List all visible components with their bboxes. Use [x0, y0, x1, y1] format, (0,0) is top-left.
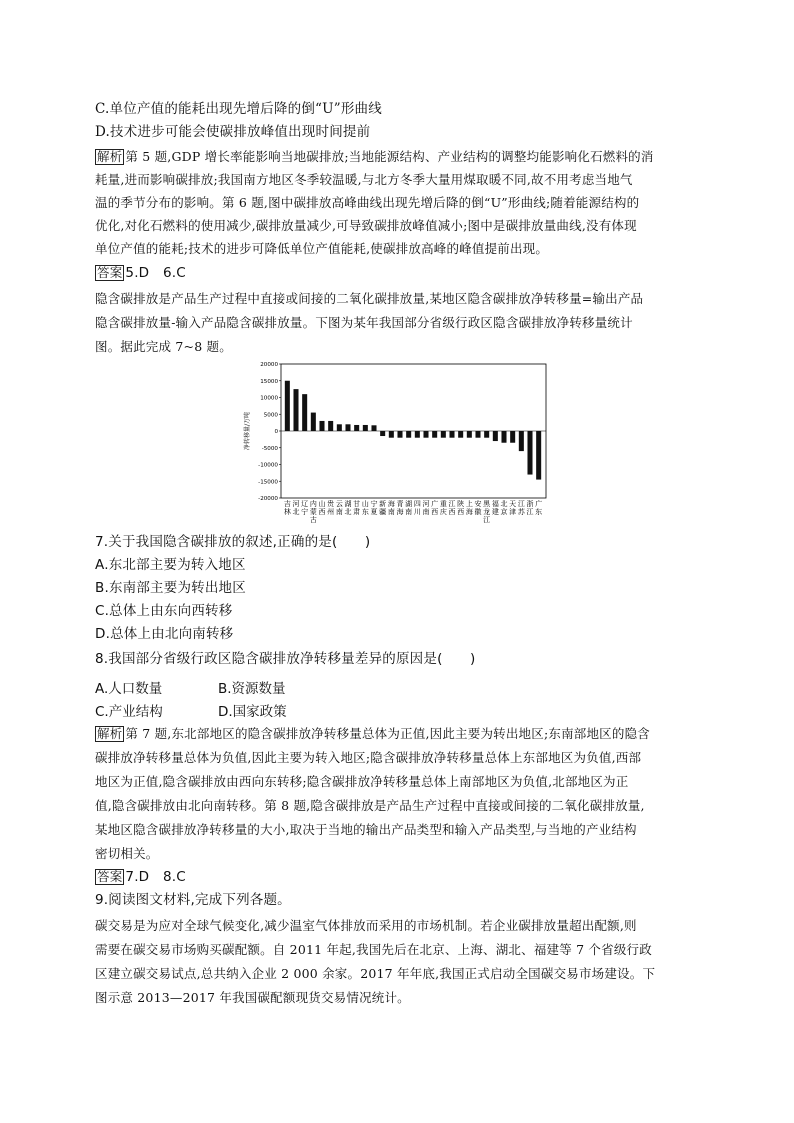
x-category-label: 肃 [353, 508, 361, 516]
x-category-label: 徽 [474, 508, 482, 516]
x-category-label: 内 [309, 500, 317, 508]
bar-青海 [397, 431, 402, 438]
x-category-label: 川 [413, 508, 421, 516]
x-category-label: 辽 [301, 500, 309, 508]
x-category-label: 南 [335, 508, 343, 516]
x-category-label: 湖 [344, 500, 352, 508]
answer-5-6: 答案 5.D 6.C [97, 265, 186, 281]
y-tick-label: -15000 [258, 479, 278, 486]
bar-江苏 [519, 431, 524, 451]
bar-黑龙江 [484, 431, 489, 438]
x-category-label: 庆 [439, 508, 447, 516]
bar-内蒙古 [311, 413, 316, 431]
q9-material-line: 图示意 2013—2017 年我国碳配额现货交易情况统计。 [95, 990, 410, 1005]
x-category-label: 古 [309, 516, 317, 524]
bar-广东 [536, 431, 541, 480]
q7-option-a: A.东北部主要为转入地区 [95, 557, 246, 573]
x-category-label: 北 [292, 508, 300, 516]
x-category-label: 江 [517, 500, 525, 508]
bar-甘肃 [354, 425, 359, 431]
x-category-label: 东 [361, 508, 369, 516]
x-category-label: 建 [491, 508, 499, 516]
analysis-7-8-line: 某地区隐含碳排放净转移量的大小,取决于当地的输出产品类型和输入产品类型,与当地的产业结构 [95, 822, 637, 837]
answer-tag: 答案 [97, 265, 123, 280]
q9-material-line: 需要在碳交易市场购买碳配额。自 2011 年起,我国先后在北京、上海、湖北、福建等 7 个省级行政 [95, 942, 652, 957]
analysis-tag: 解析 [97, 149, 123, 164]
answer-7-8: 答案 7.D 8.C [97, 869, 186, 885]
x-category-label: 广 [535, 500, 543, 508]
bar-山西 [319, 421, 324, 431]
x-category-label: 河 [422, 500, 430, 508]
x-category-label: 河 [292, 500, 300, 508]
q7-stem: 7.关于我国隐含碳排放的叙述,正确的是( ) [95, 534, 371, 550]
x-category-label: 江 [448, 500, 456, 508]
carbon-transfer-bar-chart [240, 362, 560, 532]
answer-tag: 答案 [97, 869, 123, 884]
analysis-7-8-line: 解析 第 7 题,东北部地区的隐含碳排放净转移量总体为正值,因此主要为转出地区;东南部地区的隐含 [97, 726, 650, 741]
bar-吉林 [285, 381, 290, 431]
q6-option-d: D.技术进步可能会使碳排放峰值出现时间提前 [95, 124, 371, 140]
x-category-label: 山 [318, 500, 326, 508]
x-category-label: 四 [413, 500, 421, 508]
q6-option-c: C.单位产值的能耗出现先增后降的倒“U”形曲线 [95, 101, 382, 117]
y-tick-label: 20000 [260, 362, 278, 368]
x-category-label: 京 [500, 508, 508, 516]
bar-上海 [467, 431, 472, 438]
x-category-label: 津 [509, 508, 517, 516]
bar-湖北 [345, 424, 350, 431]
y-axis-label: 净转移量/万吨 [244, 411, 251, 451]
analysis-5-6-line: 解析 第 5 题,GDP 增长率能影响当地碳排放;当地能源结构、产业结构的调整均能影响化石燃料的消 [97, 149, 654, 164]
y-tick-label: -10000 [258, 462, 278, 469]
q8-option-c: C.产业结构 [95, 704, 163, 720]
q9-material-line: 碳交易是为应对全球气候变化,减少温室气体排放而采用的市场机制。若企业碳排放量超出配额,则 [95, 918, 637, 933]
intro-7-8-line: 图。据此完成 7~8 题。 [95, 339, 232, 354]
analysis-tag: 解析 [97, 726, 123, 741]
intro-7-8-line: 隐含碳排放量-输入产品隐含碳排放量。下图为某年我国部分省级行政区隐含碳排放净转移量统计 [95, 315, 633, 330]
x-category-label: 湖 [405, 500, 413, 508]
x-category-label: 林 [283, 508, 291, 516]
bars [285, 381, 541, 480]
bar-福建 [493, 431, 498, 441]
analysis-7-8-line: 地区为正值,隐含碳排放由西向东转移;隐含碳排放净转移量总体上南部地区为负值,北部地区为正 [95, 774, 629, 789]
x-category-label: 西 [431, 508, 439, 516]
x-category-label: 西 [318, 508, 326, 516]
x-category-label: 广 [431, 500, 439, 508]
bar-辽宁 [302, 394, 307, 431]
x-category-label: 蒙 [309, 508, 317, 516]
x-category-label: 天 [509, 500, 517, 508]
bar-河南 [423, 431, 428, 438]
x-category-labels [284, 499, 542, 524]
x-category-label: 南 [387, 508, 395, 516]
q7-option-d: D.总体上由北向南转移 [95, 626, 234, 642]
analysis-7-8-line: 碳排放净转移量总体为负值,因此主要为转入地区;隐含碳排放净转移量总体上东部地区为负值,西部 [95, 750, 642, 765]
bar-新疆 [380, 431, 385, 436]
analysis-5-6-line: 优化,对化石燃料的使用减少,碳排放量减少,可导致碳排放峰值减小;图中是碳排放量曲线,没有体现 [95, 218, 637, 233]
x-category-label: 山 [361, 500, 369, 508]
x-category-label: 甘 [353, 500, 361, 508]
x-category-label: 浙 [526, 500, 534, 508]
q9-material-line: 区建立碳交易试点,总共纳入企业 2 000 余家。2017 年年底,我国正式启动全国碳交易市场建设。下 [95, 966, 656, 981]
y-tick-label: 15000 [260, 378, 278, 385]
bar-江西 [449, 431, 454, 438]
bar-重庆 [441, 431, 446, 438]
x-category-label: 安 [474, 500, 482, 508]
bar-四川 [415, 431, 420, 438]
q8-option-b: B.资源数量 [218, 681, 286, 697]
x-category-label: 西 [457, 508, 465, 516]
x-category-label: 陕 [457, 500, 465, 508]
bar-海南 [389, 431, 394, 438]
y-tick-label: 10000 [260, 395, 278, 402]
x-category-label: 西 [448, 508, 456, 516]
x-category-label: 青 [396, 500, 404, 508]
q8-option-d: D.国家政策 [218, 704, 287, 720]
x-category-label: 海 [465, 508, 473, 516]
x-category-label: 江 [526, 508, 534, 516]
bar-浙江 [527, 431, 532, 475]
q7-option-b: B.东南部主要为转出地区 [95, 580, 246, 596]
y-tick-label: -5000 [261, 445, 278, 452]
x-category-label: 南 [422, 508, 430, 516]
x-category-label: 海 [387, 500, 395, 508]
x-category-label: 海 [396, 508, 404, 516]
x-category-label: 宁 [370, 500, 378, 508]
x-category-label: 宁 [301, 508, 309, 516]
x-category-label: 上 [465, 500, 473, 508]
x-category-label: 北 [344, 508, 352, 516]
bar-湖南 [406, 431, 411, 438]
x-category-label: 新 [379, 500, 387, 508]
x-category-label: 夏 [370, 508, 378, 516]
bar-陕西 [458, 431, 463, 438]
bar-广西 [432, 431, 437, 438]
y-tick-label: 5000 [263, 412, 278, 419]
analysis-7-8-line: 密切相关。 [95, 846, 159, 861]
x-category-label: 福 [491, 500, 499, 508]
x-category-label: 南 [405, 508, 413, 516]
q8-stem: 8.我国部分省级行政区隐含碳排放净转移量差异的原因是( ) [95, 651, 476, 667]
analysis-7-8-line: 值,隐含碳排放由北向南转移。第 8 题,隐含碳排放是产品生产过程中直接或间接的二氧化碳排放量, [95, 798, 645, 813]
bar-贵州 [328, 421, 333, 431]
x-category-label: 吉 [283, 500, 291, 508]
bar-宁夏 [371, 425, 376, 431]
x-category-label: 州 [327, 508, 335, 516]
bar-北京 [501, 431, 506, 443]
x-category-label: 黑 [483, 500, 491, 508]
x-category-label: 贵 [327, 500, 335, 508]
x-category-label: 江 [483, 516, 491, 524]
x-category-label: 云 [335, 500, 343, 508]
analysis-5-6-line: 温的季节分布的影响。第 6 题,图中碳排放高峰曲线出现先增后降的倒“U”形曲线;随着能源结构的 [95, 195, 640, 210]
x-category-label: 龙 [483, 508, 491, 516]
x-category-label: 疆 [379, 508, 387, 516]
x-category-label: 苏 [517, 508, 525, 516]
q7-option-c: C.总体上由东向西转移 [95, 603, 233, 619]
bar-云南 [337, 424, 342, 431]
q9-stem: 9.阅读图文材料,完成下列各题。 [95, 892, 291, 908]
analysis-5-6-line: 单位产值的能耗;技术的进步可降低单位产值能耗,使碳排放高峰的峰值提前出现。 [95, 241, 549, 256]
bar-河北 [293, 389, 298, 431]
q8-option-a: A.人口数量 [95, 681, 163, 697]
x-category-label: 重 [439, 500, 447, 508]
x-category-label: 东 [535, 508, 543, 516]
y-tick-labels [258, 362, 281, 502]
intro-7-8-line: 隐含碳排放是产品生产过程中直接或间接的二氧化碳排放量,某地区隐含碳排放净转移量=输出产品 [95, 291, 644, 306]
y-tick-label: 0 [274, 429, 278, 435]
bar-天津 [510, 431, 515, 443]
analysis-5-6-line: 耗量,进而影响碳排放;我国南方地区冬季较温暖,与北方冬季大量用煤取暖不同,故不用考虑当地气 [95, 172, 633, 187]
x-category-label: 北 [500, 500, 508, 508]
bar-山东 [363, 425, 368, 431]
y-tick-label: -20000 [258, 496, 278, 502]
bar-安徽 [475, 431, 480, 438]
